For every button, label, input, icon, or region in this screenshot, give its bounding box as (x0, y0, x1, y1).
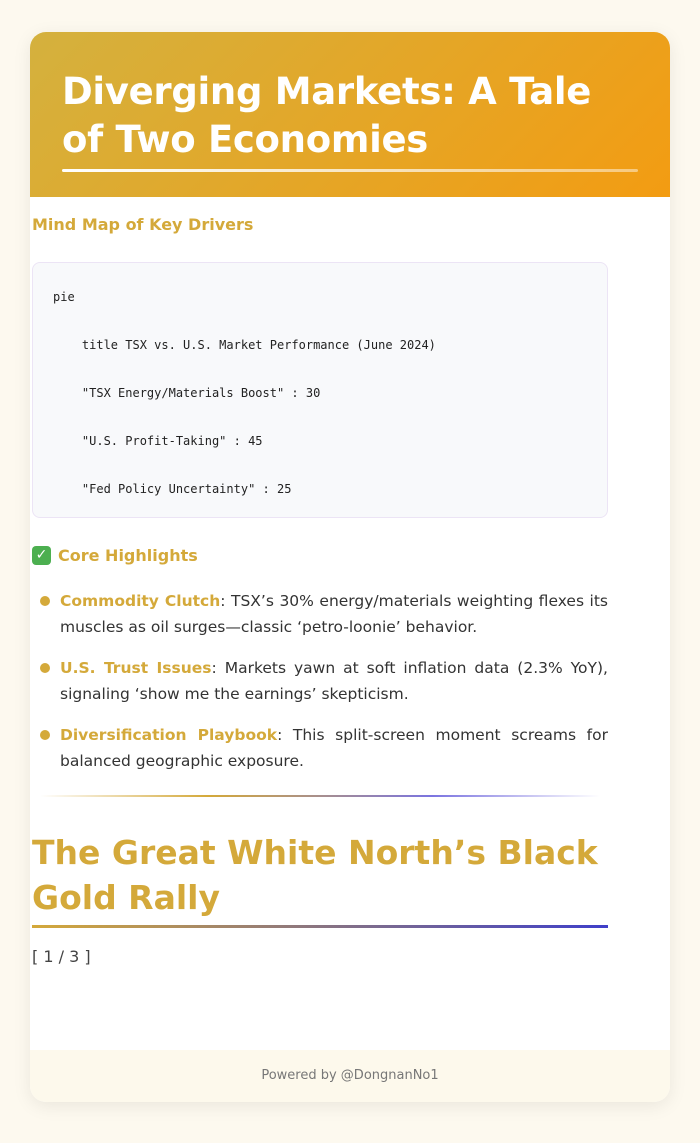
highlight-term: U.S. Trust Issues (60, 659, 212, 677)
bullet-dot-icon (40, 730, 50, 740)
heading-underline (32, 925, 608, 928)
title-underline (62, 169, 638, 172)
footer-credit: Powered by @DongnanNo1 (261, 1068, 439, 1083)
code-line: "TSX Energy/Materials Boost" : 30 (53, 386, 321, 400)
page-title: Diverging Markets: A Tale of Two Economies (62, 70, 592, 161)
code-block (32, 262, 608, 518)
list-item (40, 588, 608, 640)
code-line: "Fed Policy Uncertainty" : 25 (53, 482, 292, 496)
section-heading: The Great White North’s Black Gold Rally (32, 833, 598, 917)
highlight-text: : TSX’s 30% energy/materials weighting flexes its muscles as oil surges—classic ‘petro-loonie’ behavior. (60, 592, 608, 636)
highlight-text: : Markets yawn at soft inflation data (2.3% YoY), signaling ‘show me the earnings’ skepticism. (60, 659, 608, 703)
page-indicator: [ 1 / 3 ] (32, 947, 91, 966)
section-divider (40, 795, 600, 797)
highlight-term: Commodity Clutch (60, 592, 221, 610)
content-card (30, 32, 670, 1102)
check-icon: ✓ (32, 546, 51, 565)
code-line: "U.S. Profit-Taking" : 45 (53, 434, 263, 448)
highlights-title: Core Highlights (58, 546, 198, 565)
bullet-dot-icon (40, 663, 50, 673)
code-line: pie (53, 290, 75, 304)
highlight-term: Diversification Playbook (60, 726, 278, 744)
bullet-dot-icon (40, 596, 50, 606)
code-line: title TSX vs. U.S. Market Performance (June 2024) (53, 338, 436, 352)
list-item (40, 655, 608, 707)
list-item (40, 722, 608, 774)
header-banner (30, 32, 670, 197)
highlights-heading (32, 546, 198, 565)
highlights-list (40, 588, 608, 789)
highlight-text: : This split-screen moment screams for balanced geographic exposure. (60, 726, 608, 770)
mind-map-label: Mind Map of Key Drivers (32, 215, 254, 234)
